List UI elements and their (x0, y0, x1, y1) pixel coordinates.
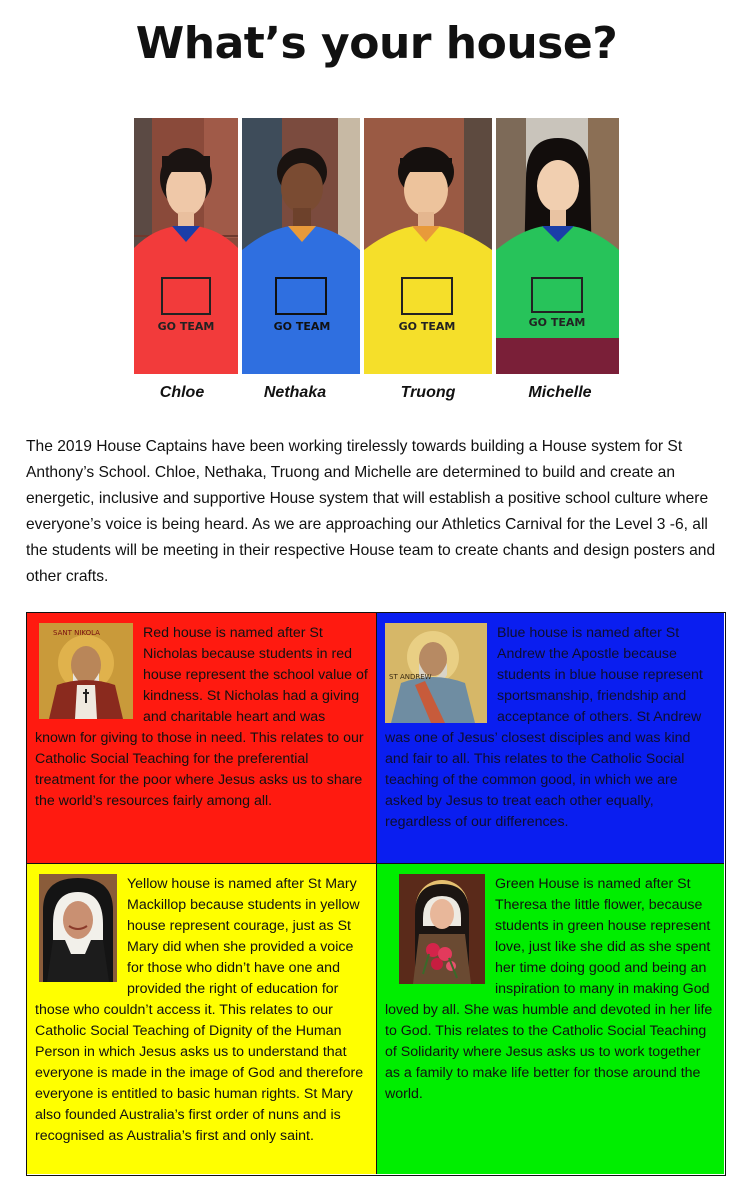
house-captains-photos (134, 118, 619, 374)
svg-text:SANT NIKOLA: SANT NIKOLA (53, 629, 100, 637)
svg-text:GO TEAM: GO TEAM (398, 320, 456, 333)
captain-name-chloe: Chloe (159, 384, 205, 401)
svg-text:ST ANDREW: ST ANDREW (389, 673, 432, 681)
green-house-text: Green House is named after St Theresa the little flower, because students in green house represent love, just like she did as she spent her time doing good and being an inspiration to many in making God loved by all. She was humble and devoted in her life to God. This relates to the Catholic Social Teaching of Solidarity where Jesus asks us to work together as a family to make life better for those around the world. (385, 876, 713, 1102)
st-mary-mackillop-icon (39, 874, 117, 982)
red-house-panel (27, 613, 377, 864)
st-nicholas-icon (39, 623, 133, 719)
st-andrew-icon (385, 623, 487, 723)
svg-text:GO TEAM: GO TEAM (528, 316, 586, 329)
captain-names (0, 384, 753, 406)
red-house-text: Red house is named after St Nicholas because students in red house represent the school value of kindness. St Nicholas had a giving and charitable heart and was known for giving to those in need. This relates to our Catholic Social Teaching for the preferential treatment for the poor where Jesus asks us to share the world’s resources fairly among all. (35, 625, 368, 809)
st-theresa-icon (399, 874, 485, 984)
blue-house-text: Blue house is named after St Andrew the Apostle because students in blue house represent sportsmanship, friendship and acceptance of others. St Andrew was one of Jesus’ closest disciples and was kind and fair to all. This relates to the Catholic Social teaching of the common good, in which we are asked by Jesus to treat each other equally, regardless of our differences. (385, 625, 703, 830)
captain-photo-nethaka (242, 118, 360, 374)
captain-photo-michelle (496, 118, 619, 374)
captain-photo-chloe (134, 118, 238, 374)
intro-paragraph: The 2019 House Captains have been working tirelessly towards building a House system for St Anthony’s School. Chloe, Nethaka, Truong and Michelle are determined to build and create an energetic, inclusive and supportive House system that will establish a positive school culture where everyone’s voice is being heard. As we are approaching our Athletics Carnival for the Level 3 -6, all the students will be meeting in their respective House team to create chants and design posters and other crafts. (26, 438, 716, 585)
yellow-house-panel (27, 864, 377, 1174)
houses-grid (26, 612, 726, 1176)
svg-text:GO TEAM: GO TEAM (273, 320, 331, 333)
captain-name-michelle: Michelle (528, 384, 592, 401)
yellow-house-text: Yellow house is named after St Mary Mackillop because students in yellow house represent courage, just as St Mary did when she provided a voice for those who didn’t have one and provided the right of education for those who couldn’t access it. This relates to our Catholic Social Teaching of Dignity of the Human Person in which Jesus asks us to understand that everyone is made in the image of God and therefore everyone is entitled to basic human rights. St Mary also founded Australia’s first order of nuns and is recognised as Australia’s first and only saint. (35, 876, 364, 1144)
blue-house-panel (377, 613, 724, 864)
captain-name-nethaka: Nethaka (263, 384, 327, 401)
page-title: What’s your house? (135, 18, 618, 69)
green-house-panel (377, 864, 724, 1174)
captain-name-truong: Truong (400, 384, 456, 401)
captain-photo-truong (364, 118, 492, 374)
svg-text:GO TEAM: GO TEAM (157, 320, 215, 333)
